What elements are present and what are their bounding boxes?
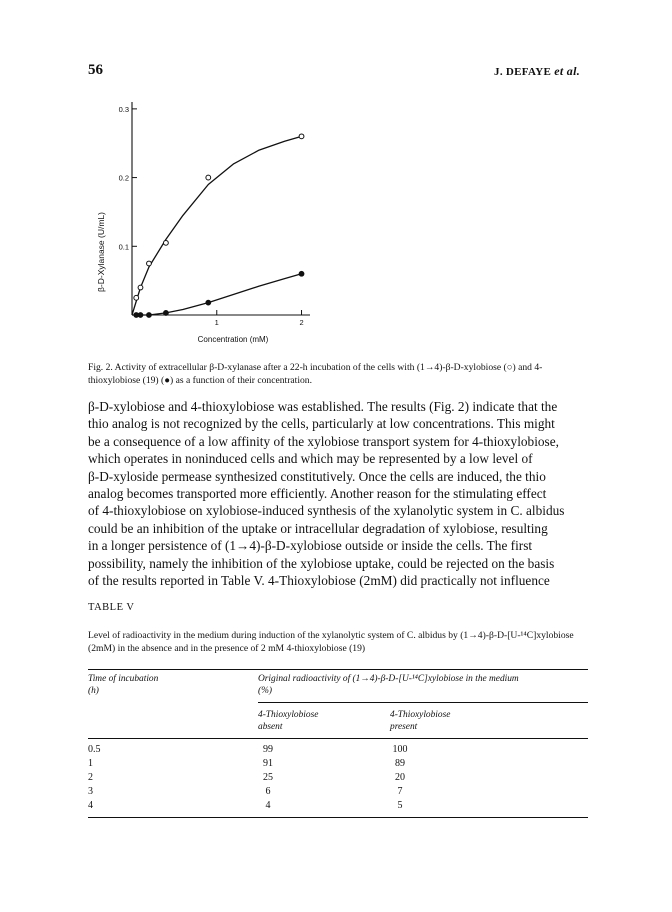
chart-curves (132, 136, 302, 315)
table-title: Level of radioactivity in the medium during induction of the xylanolytic system of C. albidus by (1→4)-β-D-[U-¹⁴C]xylobiose (2mM) in the absence and in the presence of 2 mM 4-thioxylobiose (19) (88, 630, 574, 654)
body-line: could be an inhibition of the uptake or intracellular degradation of xylobiose, resulting (88, 520, 548, 536)
table-label: TABLE V (88, 602, 135, 613)
table-cell-present: 89 (395, 758, 405, 769)
series-curve-1 (132, 136, 302, 315)
running-head-etal: et al. (554, 64, 580, 78)
open-circle-point (299, 134, 304, 139)
body-line: β-D-xyloside permease synthesized constitutively. Once the cells are induced, the thio (88, 468, 546, 484)
table-header-group (258, 673, 588, 697)
open-circle-point (164, 240, 169, 245)
table-header-time-label: Time of incubation (88, 674, 159, 684)
table-header-time (88, 673, 158, 697)
body-text (88, 398, 590, 589)
body-line: possibility, namely the inhibition of the xylobiose uptake, could be rejected on the basis (88, 555, 555, 571)
body-line: of the results reported in Table V. 4-Thioxylobiose (2mM) did practically not influence (88, 573, 550, 589)
filled-circle-point (147, 313, 152, 318)
y-tick-label: 0.3 (118, 104, 129, 114)
running-head (494, 64, 580, 79)
x-axis-label: Concentration (mM) (197, 335, 269, 344)
body-line: analog becomes transported more efficiently. Another reason for the stimulating effect (88, 486, 547, 502)
table-subheader-absent (258, 709, 318, 733)
chart-markers (134, 134, 304, 317)
x-tick-label: 2 (299, 318, 304, 327)
open-circle-point (134, 295, 139, 300)
table-cell-time: 0.5 (88, 744, 101, 755)
table-header-group-unit: (%) (258, 686, 273, 696)
y-tick-label: 0.1 (118, 242, 129, 252)
open-circle-point (138, 285, 143, 290)
table-cell-present: 100 (392, 744, 408, 755)
body-line: of 4-thioxylobiose on xylobiose-induced synthesis of the xylanolytic system in C. albidus (88, 503, 565, 519)
table-top-rule (88, 669, 588, 670)
body-line: β-D-xylobiose and 4-thioxylobiose was established. The results (Fig. 2) indicate that the (88, 399, 558, 414)
table-cell-absent: 99 (263, 744, 273, 755)
table-subheader-present (390, 709, 450, 733)
table-bottom-rule (88, 817, 588, 818)
table-group-rule (258, 702, 588, 703)
running-head-author: J. DEFAYE (494, 66, 552, 78)
table-subheader-absent-line1: 4-Thioxylobiose (258, 710, 319, 720)
filled-circle-point (138, 313, 143, 318)
chart-axes (132, 102, 310, 315)
body-line: in a longer persistence of (1→4)-β-D-xylobiose outside or inside the cells. The first (88, 538, 533, 554)
table-cell-absent: 91 (263, 758, 273, 769)
table-header-rule (88, 738, 588, 739)
table-cell-absent: 4 (265, 800, 271, 811)
figure-caption: Fig. 2. Activity of extracellular β-D-xylanase after a 22-h incubation of the cells with (1→4)-β-D-xylobiose (○) and 4-thioxylobiose (19) (●) as a function of their concentration. (88, 362, 543, 386)
figure-2-chart (90, 90, 330, 352)
series-curve-2 (132, 274, 302, 315)
table-subheader-present-line1: 4-Thioxylobiose (390, 710, 451, 720)
body-line: be a consequence of a low affinity of the xylobiose transport system for 4-thioxylobiose, (88, 433, 559, 449)
x-tick-label: 1 (214, 318, 219, 327)
y-axis-label: β-D-Xylanase (U/mL) (96, 212, 106, 292)
table-cell-time: 3 (88, 786, 93, 797)
table-cell-present: 5 (397, 800, 403, 811)
open-circle-point (147, 261, 152, 266)
filled-circle-point (164, 311, 169, 316)
y-tick-label: 0.2 (118, 173, 129, 183)
table-header-group-label: Original radioactivity of (1→4)-β-D-[U-¹⁴C]xylobiose in the medium (258, 674, 519, 684)
filled-circle-point (299, 271, 304, 276)
table-cell-present: 20 (395, 772, 405, 783)
filled-circle-point (206, 300, 211, 305)
table-cell-time: 2 (88, 772, 93, 783)
body-line: thio analog is not recognized by the cells, particularly at low concentrations. This might (88, 416, 555, 432)
table-subheader-present-line2: present (390, 722, 418, 732)
table-cell-time: 4 (88, 800, 93, 811)
table-cell-present: 7 (397, 786, 403, 797)
open-circle-point (206, 175, 211, 180)
body-line: which operates in noninduced cells and which may be represented by a low level of (88, 451, 533, 467)
table-cell-time: 1 (88, 758, 93, 769)
table-cell-absent: 6 (265, 786, 271, 797)
table-cell-absent: 25 (263, 772, 273, 783)
table-header-time-unit: (h) (88, 686, 99, 696)
chart-ticks (119, 105, 304, 327)
page-number: 56 (88, 62, 103, 78)
table-subheader-absent-line2: absent (258, 722, 283, 732)
